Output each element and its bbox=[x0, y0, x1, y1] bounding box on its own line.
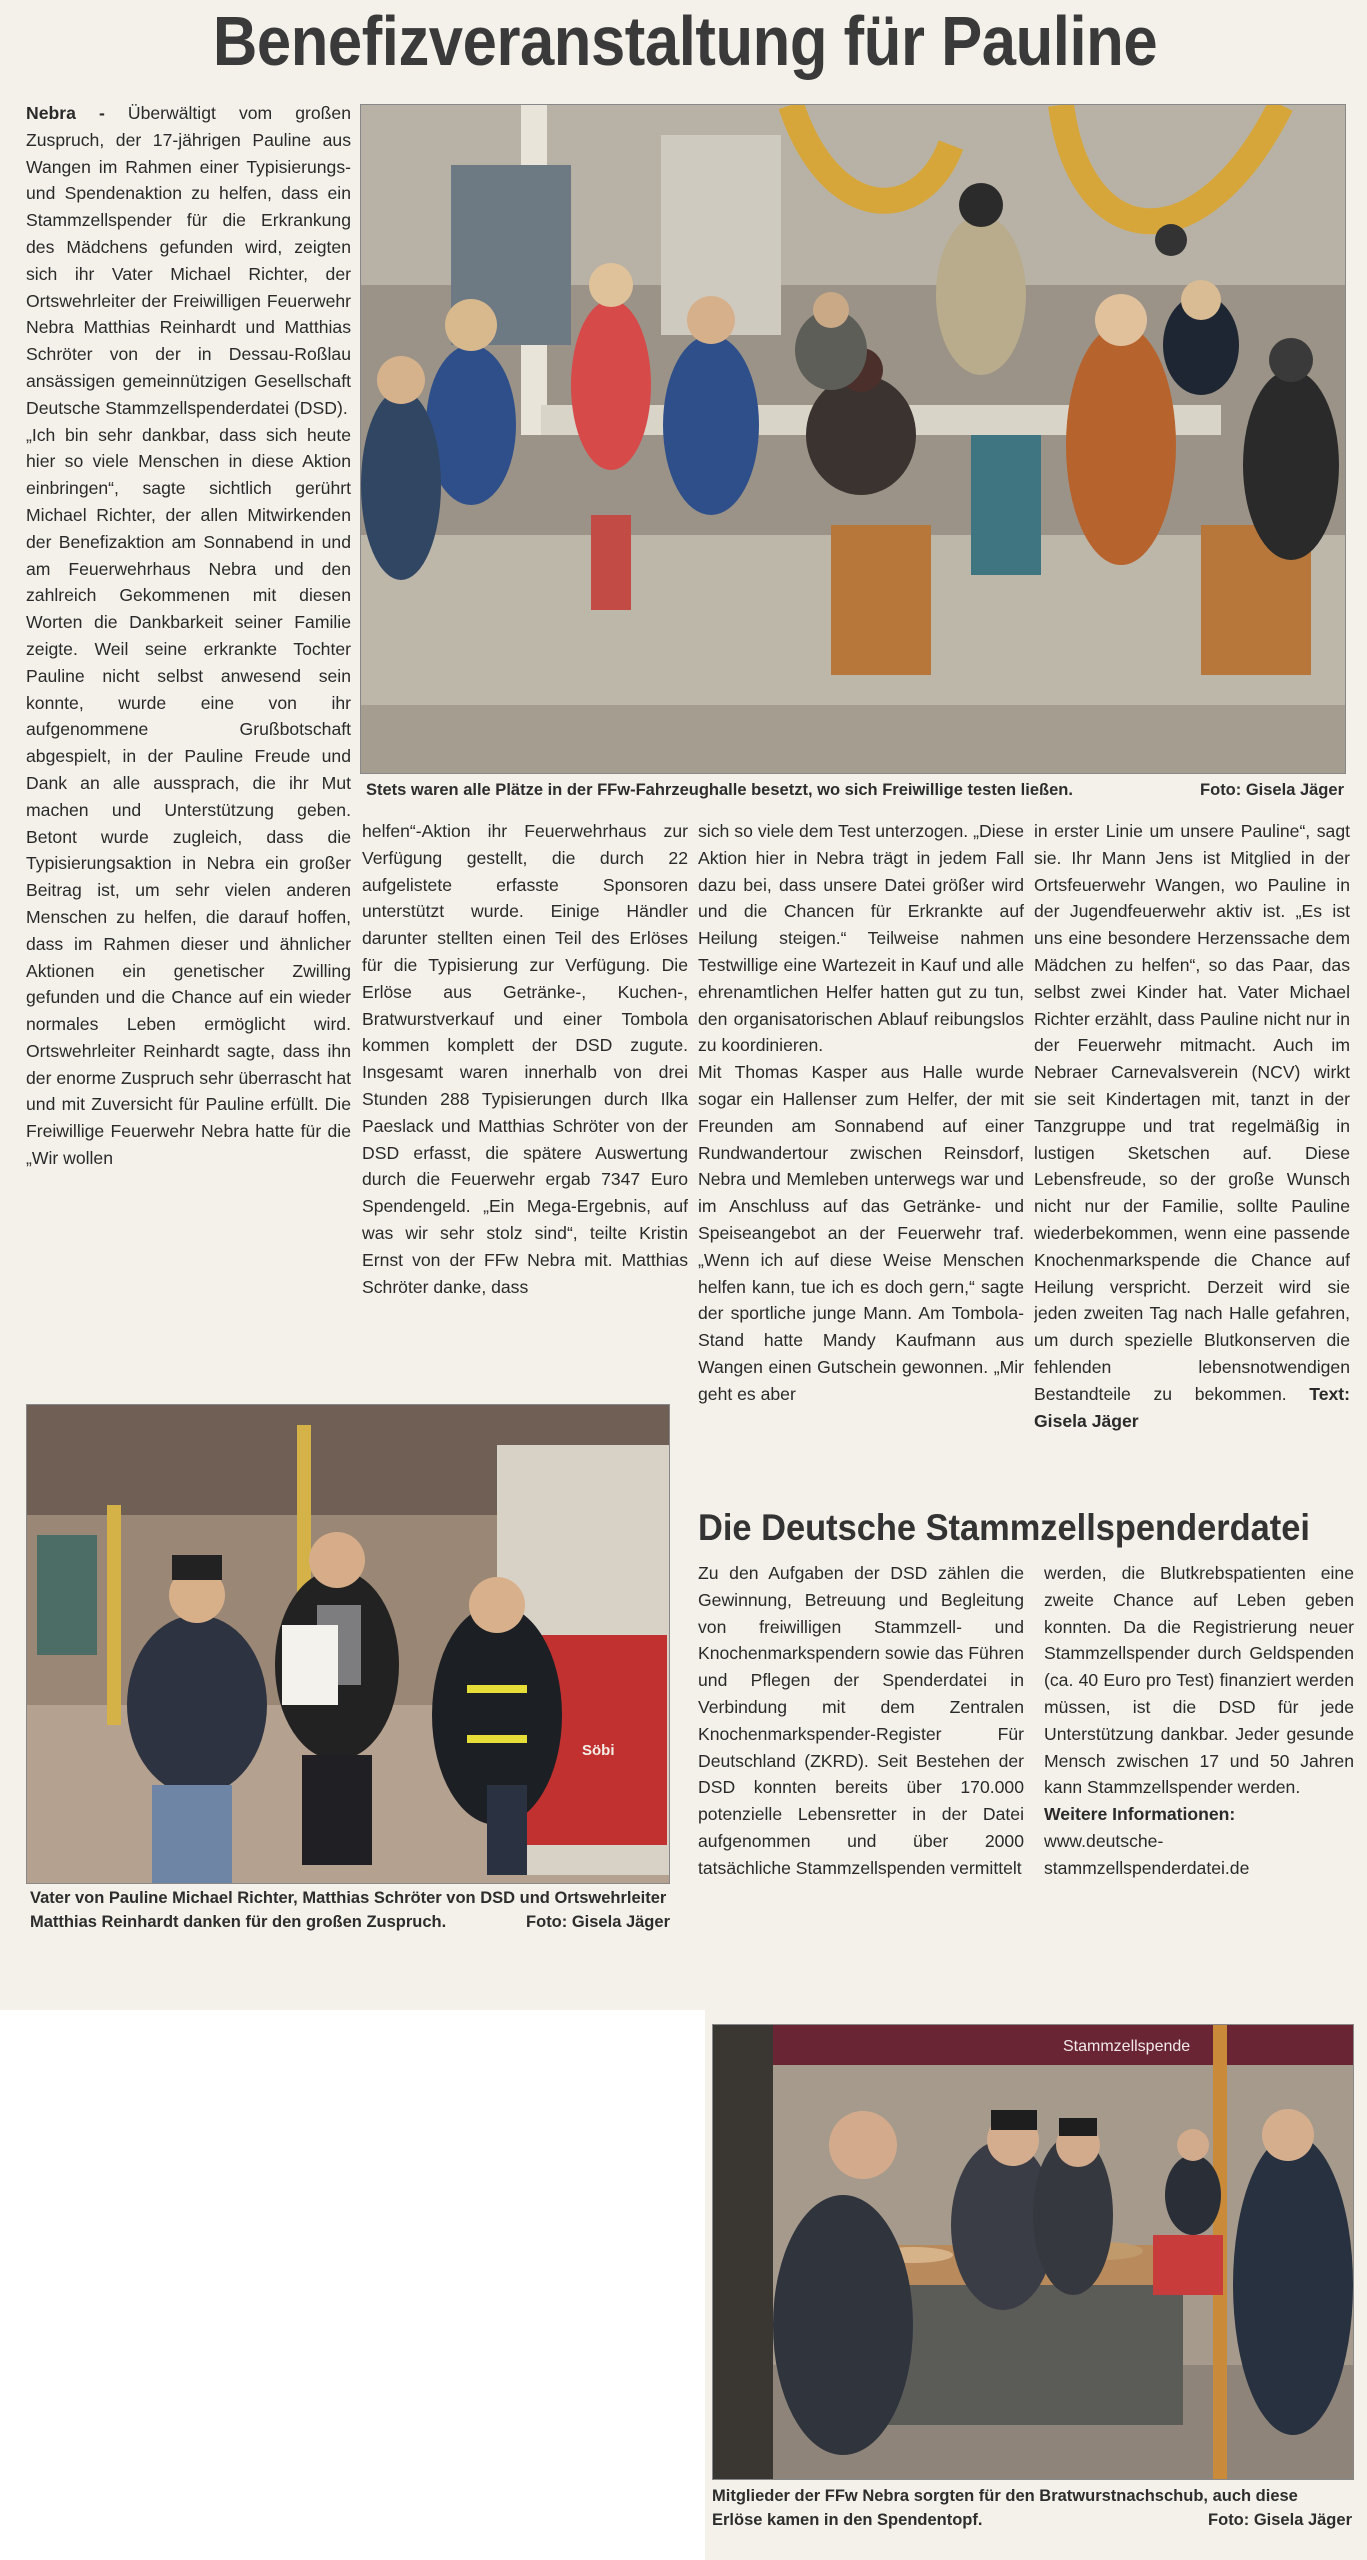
dsd-text: werden, die Blutkrebspatienten eine zweite Chance auf Leben geben konnten. Da die Registrierung neuer Stammzellspender durch Geldspenden (ca. 40 Euro pro Test) finanziert werden müssen, ist die DSD für jede Unterstützung dankbar. Jeder gesunde Mensch zwischen 17 und 50 Jahren kann Stammzellspender werden. bbox=[1044, 1563, 1354, 1798]
photo-credit: Foto: Gisela Jäger bbox=[1200, 781, 1344, 799]
dsd-heading: Die Deutsche Stammzellspenderdatei bbox=[698, 1507, 1310, 1548]
photo-three-men-image bbox=[27, 1405, 669, 1883]
photo-fire-hall-caption bbox=[366, 778, 1344, 804]
dsd-column-1 bbox=[698, 1560, 1024, 2018]
headline: Benefizveranstaltung für Pauline bbox=[212, 2, 1158, 80]
article-text: helfen“-Aktion ihr Feuerwehrhaus zur Verfügung gestellt, die durch 22 aufgelistete erfasste Sponsoren unterstützt wurde. Einige Händler darunter stellten einen Teil des Erlöses für die Typisierung zur Verfügung. Die Erlöse aus Getränke-, Kuchen-, Bratwurstverkauf und einer Tombola kommen komplett der DSD zugute. Insgesamt waren innerhalb von drei Stunden 288 Typisierungen durch Ilka Paeslack und Matthias Schröter von der DSD erfasst, die spätere Auswertung durch die Feuerwehr ergab 7347 Euro Spendengeld. „Ein Mega-Ergebnis, auf was wir sehr stolz sind“, teilte Kristin Ernst von der FFw Nebra mit. Matthias Schröter danke, dass bbox=[362, 821, 688, 1297]
photo-credit: Foto: Gisela Jäger bbox=[1208, 2511, 1352, 2529]
article-column-2 bbox=[362, 818, 688, 1384]
article-column-3 bbox=[698, 818, 1024, 1492]
photo-bratwurst-grill-image bbox=[713, 2025, 1353, 2479]
banner-lettering: Stammzellspende bbox=[1063, 2038, 1191, 2055]
caption-text: Stets waren alle Plätze in der FFw-Fahrzeughalle besetzt, wo sich Freiwillige testen ließen. bbox=[366, 781, 1073, 799]
article-text: Überwältigt vom großen Zuspruch, der 17-jährigen Pauline aus Wangen im Rahmen einer Typisierungs- und Spendenaktion zu helfen, dass ein Stammzellspender für die Erkrankung des Mädchens gefunden wird, zeigten sich ihr Vater Michael Richter, der Ortswehrleiter der Freiwilligen Feuerwehr Nebra Matthias Reinhardt und Matthias Schröter von der in Dessau-Roßlau ansässigen gemeinnützigen Gesellschaft Deutsche Stammzellspenderdatei (DSD). bbox=[26, 103, 351, 418]
photo-bratwurst-grill-caption bbox=[712, 2484, 1352, 2544]
caption-text: Mitglieder der FFw Nebra sorgten für den Bratwurstnachschub, auch diese Erlöse kamen in den Spendentopf. bbox=[712, 2487, 1298, 2529]
info-title: Weitere Informationen: bbox=[1044, 1804, 1236, 1825]
article-column-1: Nebra - Überwältigt vom großen Zuspruch, der 17-jährigen Pauline aus Wangen im Rahmen einer Typisierungs- und Spendenaktion zu helfen, dass ein Stammzellspender für die Erkrankung des Mädchens gefunden wird, zeigten sich ihr Vater Michael Richter, der Ortswehrleiter der Freiwilligen Feuerwehr Nebra Matthias Reinhardt und Matthias Schröter von der in Dessau-Roßlau ansässigen gemeinnützigen Gesellschaft Deutsche Stammzellspenderdatei (DSD). „Ich bin sehr dankbar, dass sich heute hier so viele Menschen in diese Aktion einbringen“, sagte sichtlich gerührt Michael Richter, der allen Mitwirkenden der Benefizaktion am Sonnabend in und am Feuerwehrhaus Nebra und den zahlreich Gekommenen mit diesen Worten die Dankbarkeit seiner Familie zeigte. Weil seine erkrankte Tochter Pauline nicht selbst anwesend sein konnte, wurde eine von ihr aufgenommene Grußbotschaft abgespielt, in der Pauline Freude und Dank an alle aussprach, die ihr Mut machen und Unterstützung geben. Betont wurde zugleich, dass die Typisierungsaktion in Nebra ein großer Beitrag ist, um sehr vielen anderen Menschen zu helfen, die darauf hoffen, dass im Rahmen dieser und ähnlicher Aktionen ein genetischer Zwilling gefunden und die Chance auf ein wieder normales Leben ermöglicht wird. Ortswehrleiter Reinhardt sagte, dass ihn der enorme Zuspruch sehr überrascht hat und mit Zuversicht für Pauline erfüllt. Die Freiwillige Feuerwehr Nebra hatte für die „Wir wollen bbox=[26, 100, 351, 1400]
photo-bratwurst-grill bbox=[712, 2024, 1354, 2480]
article-text: in erster Linie um unsere Pauline“, sagt sie. Ihr Mann Jens ist Mitglied in der Ortsfeuerwehr Wangen, wo Pauline in der Jugendfeuerwehr aktiv ist. „Es ist uns eine besondere Herzenssache dem Mädchen zu helfen“, so das Paar, das selbst zwei Kinder hat. Vater Michael Richter erzählt, dass Pauline nicht nur in der Feuerwehr mitmacht. Auch im Nebraer Carnevalsverein (NCV) wirkt sie seit Kindertagen mit, tanzt in der Tanzgruppe und trat regelmäßig in lustigen Sketschen auf. Diese Lebensfreude, so der große Wunsch nicht nur der Familie, sollte Pauline wiederbekommen, wenn eine passende Knochenmarkspende die Chance auf Heilung verspricht. Derzeit wird sie jeden zweiten Tag nach Halle gefahren, um durch spezielle Blutkonserven die fehlenden lebensnotwendigen Bestandteile zu bekommen. bbox=[1034, 821, 1350, 1404]
photo-three-men-caption bbox=[30, 1886, 670, 1946]
article-text: Mit Thomas Kasper aus Halle wurde sogar ein Hallenser zum Helfer, der mit Freunden am Sonnabend auf einer Rundwandertour zwischen Reinsdorf, Nebra und Memleben unterwegs war und im Anschluss auf das Getränke- und Speiseangebot an der Feuerwehr traf. „Wenn ich auf diese Weise Menschen helfen kann, tue ich es doch gern,“ sagte der sportliche junge Mann. Am Tombola-Stand hatte Mandy Kaufmann aus Wangen einen Gutschein gewonnen. „Mir geht es aber bbox=[698, 1062, 1024, 1404]
blank-area bbox=[0, 2010, 705, 2560]
info-url: www.deutsche-stammzellspenderdatei.de bbox=[1044, 1830, 1250, 1878]
article-text: „Ich bin sehr dankbar, dass sich heute hier so viele Menschen in diese Aktion einbringen“, sagte sichtlich gerührt Michael Richter, der allen Mitwirkenden der Benefizaktion am Sonnabend in und am Feuerwehrhaus Nebra und den zahlreich Gekommenen mit diesen Worten die Dankbarkeit seiner Familie zeigte. Weil seine erkrankte Tochter Pauline nicht selbst anwesend sein konnte, wurde eine von ihr aufgenommene Grußbotschaft abgespielt, in der Pauline Freude und Dank an alle aussprach, die ihr Mut machen und Unterstützung geben. Betont wurde zugleich, dass die Typisierungsaktion in Nebra ein großer Beitrag ist, um sehr vielen anderen Menschen zu helfen, die darauf hoffen, dass im Rahmen dieser und ähnlicher Aktionen ein genetischer Zwilling gefunden und die Chance auf ein wieder normales Leben ermöglicht wird. Ortswehrleiter Reinhardt sagte, dass ihn der enorme Zuspruch sehr überrascht hat und mit Zuversicht für Pauline erfüllt. Die Freiwillige Feuerwehr Nebra hatte für die „Wir wollen bbox=[26, 424, 351, 1169]
photo-three-men bbox=[26, 1404, 670, 1884]
dsd-text: Zu den Aufgaben der DSD zählen die Gewinnung, Betreuung und Begleitung von freiwilligen Stammzell- und Knochenmarkspendern sowie das Führen und Pflegen der Spenderdatei in Verbindung mit dem Zentralen Knochenmarkspender-Register Für Deutschland (ZKRD). Seit Bestehen der DSD konnten bereits über 170.000 potenzielle Lebensretter in der Datei aufgenommen und über 2000 tatsächliche Stammzellspenden vermittelt bbox=[698, 1563, 1024, 1878]
dateline: Nebra bbox=[26, 103, 76, 123]
text-credit: Text: Gisela Jäger bbox=[1034, 1383, 1350, 1431]
photo-fire-hall-image bbox=[361, 105, 1345, 773]
article-column-4 bbox=[1034, 818, 1350, 1498]
photo-credit: Foto: Gisela Jäger bbox=[526, 1913, 670, 1931]
caption-text: Vater von Pauline Michael Richter, Matthias Schröter von DSD und Ortswehrleiter Matthias Reinhardt danken für den großen Zuspruch. bbox=[30, 1889, 667, 1931]
photo-fire-hall bbox=[360, 104, 1346, 774]
poster-lettering: Söbi bbox=[582, 1742, 615, 1759]
article-text: sich so viele dem Test unterzogen. „Diese Aktion hier in Nebra trägt in jedem Fall dazu bei, dass unsere Datei größer wird und die Chancen für Erkrankte auf Heilung steigen.“ Teilweise nahmen Testwillige eine Wartezeit in Kauf und alle ehrenamtlichen Helfer hatten gut zu tun, den organisatorischen Ablauf reibungslos zu koordinieren. bbox=[698, 821, 1024, 1056]
dsd-column-2 bbox=[1044, 1560, 1354, 2020]
